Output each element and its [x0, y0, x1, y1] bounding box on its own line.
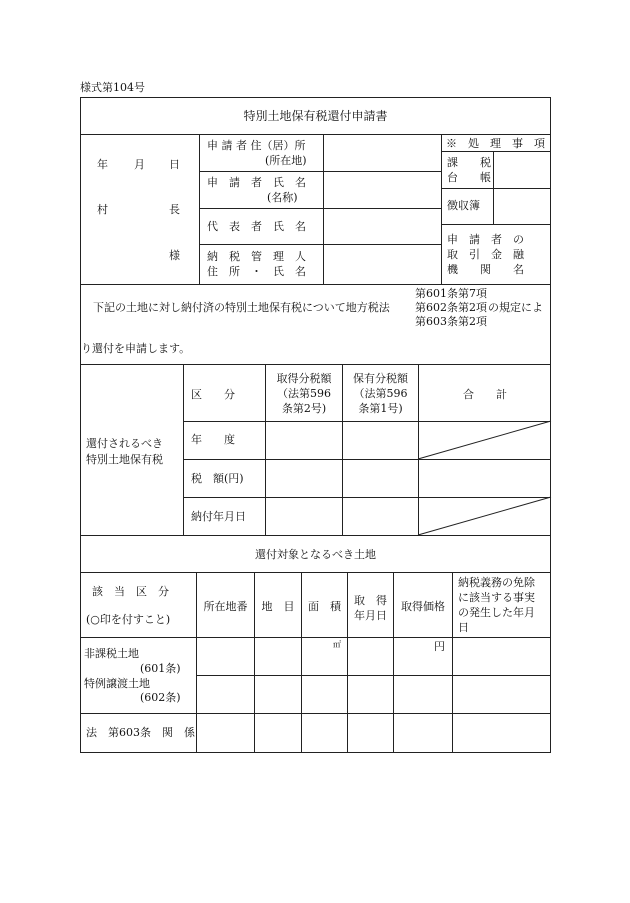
land-row-603: 法 第603条 関 係	[86, 726, 195, 739]
representative-name-field[interactable]	[324, 209, 441, 244]
office-bank-3: 機 関 名	[447, 263, 524, 276]
statement-tail: の規定によ	[488, 301, 543, 314]
refund-row-year: 年 度	[191, 433, 235, 446]
land-row-nontax-ref: (601条)	[140, 662, 181, 675]
addressee-honorific: 様	[169, 249, 180, 262]
applicant-name-sub: (名称)	[267, 191, 298, 204]
refund-side-label-2: 特別土地保有税	[86, 453, 163, 466]
refund-col-total: 合 計	[463, 388, 507, 401]
office-tax-ledger-2: 台 帳	[447, 171, 491, 184]
applicant-name-label: 申 請 者 氏 名	[207, 176, 306, 189]
land-col-category-1: 該 当 区 分	[92, 585, 169, 598]
land-col-acquisition-date: 取 得 年月日	[354, 594, 387, 622]
refund-row-amount: 税 額(円)	[191, 472, 244, 485]
diagonal-total-year	[418, 421, 551, 459]
applicant-address-field[interactable]	[324, 135, 441, 171]
tax-administrator-label-1: 納 税 管 理 人	[207, 250, 306, 263]
office-collection-book: 徴収簿	[447, 199, 480, 212]
form-number: 様式第104号	[80, 81, 145, 94]
statement-ref-2: 第602条第2項	[415, 301, 487, 314]
land-row-special: 特例譲渡土地	[84, 677, 150, 690]
refund-col-holding-tax: 保有分税額 （法第596 条第1号)	[353, 372, 408, 415]
statement-ref-3: 第603条第2項	[415, 315, 487, 328]
office-tax-ledger-1: 課 税	[447, 156, 491, 169]
refund-side-label-1: 還付されるべき	[86, 437, 163, 450]
land-col-price: 取得価格	[401, 600, 445, 613]
form-title: 特別土地保有税還付申請書	[243, 109, 388, 123]
representative-name-label: 代 表 者 氏 名	[207, 220, 306, 233]
land-row-nontax: 非課税土地	[84, 647, 139, 660]
statement-main: 下記の土地に対し納付済の特別土地保有税について地方税法	[93, 301, 390, 314]
statement-ref-1: 第601条第7項	[415, 287, 487, 300]
land-section-title: 還付対象となるべき土地	[255, 548, 376, 561]
tax-administrator-field[interactable]	[324, 245, 441, 284]
refund-col-acquisition-tax: 取得分税額 （法第596 条第2号)	[276, 372, 332, 415]
date-month: 月	[134, 158, 145, 171]
land-unit-yen: 円	[434, 640, 445, 653]
refund-col-category: 区 分	[191, 388, 235, 401]
addressee-village: 村	[97, 203, 108, 216]
land-unit-area: ㎡	[333, 640, 341, 649]
applicant-address-sub: (所在地)	[265, 154, 307, 167]
land-col-landtype: 地 目	[261, 600, 295, 613]
applicant-address-label: 申 請 者 住（居）所	[207, 139, 306, 152]
land-col-area: 面 積	[308, 600, 341, 613]
tax-administrator-label-2: 住 所 ・ 氏 名	[207, 265, 306, 278]
office-bank-2: 取 引 金 融	[447, 248, 524, 261]
date-day: 日	[169, 158, 180, 171]
land-col-exemption: 納税義務の免除 に該当する事実 の発生した年月 日	[458, 576, 535, 634]
office-bank-1: 申 請 者 の	[447, 233, 524, 246]
land-col-category-2: (○印を付すこと)	[86, 613, 171, 626]
applicant-name-field[interactable]	[324, 172, 441, 208]
statement-line-2: り還付を申請します。	[81, 342, 191, 355]
date-year: 年	[97, 158, 108, 171]
office-processing-header: ※ 処 理 事 項	[446, 137, 545, 150]
addressee-chief: 長	[169, 203, 180, 216]
refund-row-paid-date: 納付年月日	[191, 510, 246, 523]
land-col-location: 所在地番	[203, 600, 248, 613]
diagonal-total-paid	[418, 497, 551, 535]
land-row-special-ref: (602条)	[140, 691, 181, 704]
